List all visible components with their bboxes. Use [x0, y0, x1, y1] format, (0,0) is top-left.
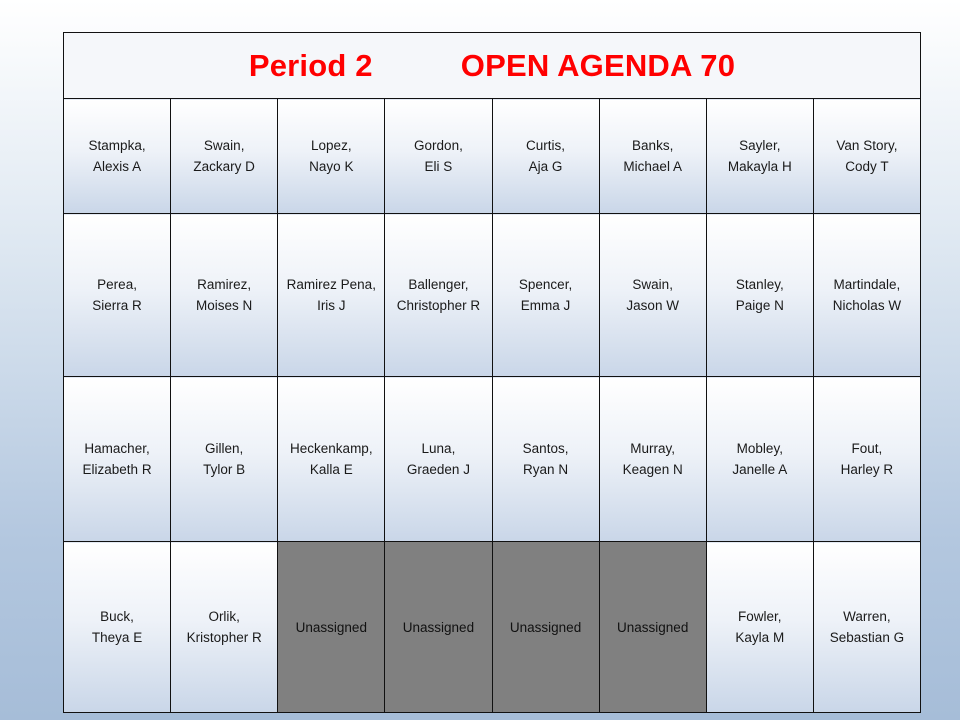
seat-last-name: Ramirez Pena, [286, 277, 376, 292]
seat [278, 214, 385, 377]
seat-first-name: Iris J [317, 298, 346, 313]
seat-last-name: Curtis, [526, 138, 566, 153]
seat [171, 542, 278, 713]
seat [599, 377, 706, 542]
title-cell [64, 33, 921, 99]
seat-last-name: Luna, [421, 441, 456, 456]
seat-first-name: Janelle A [732, 462, 788, 477]
seat [706, 214, 813, 377]
seat-last-name: Lopez, [311, 138, 352, 153]
seat-last-name: Stanley, [735, 277, 784, 292]
seat [599, 99, 706, 214]
seat-last-name: Santos, [522, 441, 569, 456]
seat-first-name: Sebastian G [829, 630, 905, 645]
seat-row-4 [64, 542, 921, 713]
seat [385, 99, 492, 214]
seat-last-name: Ballenger, [408, 277, 469, 292]
seat-first-name: Moises N [196, 298, 253, 313]
seat-last-name: Gordon, [414, 138, 463, 153]
seat-last-name: Ramirez, [197, 277, 252, 292]
seat [813, 377, 920, 542]
seat-first-name: Theya E [91, 630, 143, 645]
unassigned-label: Unassigned [402, 619, 475, 635]
seat-last-name: Mobley, [736, 441, 783, 456]
seat-first-name: Jason W [626, 298, 679, 313]
seat [706, 99, 813, 214]
seat [171, 214, 278, 377]
seat [492, 99, 599, 214]
seat-unassigned [492, 542, 599, 713]
seat-last-name: Swain, [203, 138, 245, 153]
seat [64, 542, 171, 713]
seat-last-name: Gillen, [205, 441, 244, 456]
seat [278, 377, 385, 542]
seat-last-name: Stampka, [88, 138, 146, 153]
unassigned-label: Unassigned [617, 619, 689, 635]
seat [492, 214, 599, 377]
seat-last-name: Perea, [97, 277, 137, 292]
seat-last-name: Heckenkamp, [290, 441, 373, 456]
seat-last-name: Spencer, [518, 277, 573, 292]
seat [278, 99, 385, 214]
seat-last-name: Martindale, [833, 277, 901, 292]
seat [171, 99, 278, 214]
seat-first-name: Christopher R [396, 298, 481, 313]
title-row [64, 33, 921, 99]
seat-unassigned [278, 542, 385, 713]
unassigned-label: Unassigned [295, 619, 367, 635]
seat-first-name: Emma J [520, 298, 571, 313]
seat-first-name: Paige N [735, 298, 784, 313]
seat-last-name: Murray, [630, 441, 676, 456]
seat-last-name: Fowler, [738, 609, 782, 624]
seat [599, 214, 706, 377]
seat-first-name: Michael A [623, 159, 682, 174]
seat [64, 99, 171, 214]
seat-first-name: Ryan N [523, 462, 569, 477]
seat-last-name: Buck, [100, 609, 134, 624]
seat-last-name: Swain, [632, 277, 673, 292]
seat-first-name: Cody T [845, 159, 889, 174]
seat [813, 214, 920, 377]
seat-first-name: Harley R [840, 462, 894, 477]
seat-last-name: Sayler, [739, 138, 781, 153]
seat-last-name: Fout, [851, 441, 883, 456]
seat [64, 214, 171, 377]
seat-last-name: Van Story, [836, 138, 898, 153]
seat-unassigned [599, 542, 706, 713]
seat [64, 377, 171, 542]
seat-first-name: Alexis A [93, 159, 142, 174]
seat [813, 542, 920, 713]
seat-first-name: Nicholas W [832, 298, 902, 313]
seat-first-name: Zackary D [193, 159, 255, 174]
seat-first-name: Tylor B [203, 462, 246, 477]
class-title: OPEN AGENDA 70 [460, 47, 736, 83]
seat-last-name: Orlik, [208, 609, 240, 624]
seat-first-name: Keagen N [622, 462, 683, 477]
seat-first-name: Nayo K [309, 159, 354, 174]
seat-first-name: Aja G [528, 159, 563, 174]
seat [706, 377, 813, 542]
seat-first-name: Sierra R [92, 298, 142, 313]
seat [492, 377, 599, 542]
seat [385, 377, 492, 542]
seat-first-name: Eli S [424, 159, 453, 174]
seat-first-name: Kalla E [309, 462, 353, 477]
seating-chart-table [63, 32, 921, 713]
seat [706, 542, 813, 713]
seat-row-3 [64, 377, 921, 542]
seat [813, 99, 920, 214]
seat-first-name: Graeden J [406, 462, 470, 477]
seat [171, 377, 278, 542]
seat-first-name: Makayla H [727, 159, 792, 174]
period-label: Period 2 [248, 47, 373, 83]
seat-row-2 [64, 214, 921, 377]
seat-first-name: Elizabeth R [82, 462, 152, 477]
seat-first-name: Kristopher R [186, 630, 262, 645]
seat-last-name: Hamacher, [84, 441, 150, 456]
seat-first-name: Kayla M [735, 630, 785, 645]
seat-last-name: Banks, [632, 138, 674, 153]
unassigned-label: Unassigned [509, 619, 582, 635]
seat-row-1 [64, 99, 921, 214]
seat-unassigned [385, 542, 492, 713]
seat-last-name: Warren, [843, 609, 891, 624]
seat [385, 214, 492, 377]
